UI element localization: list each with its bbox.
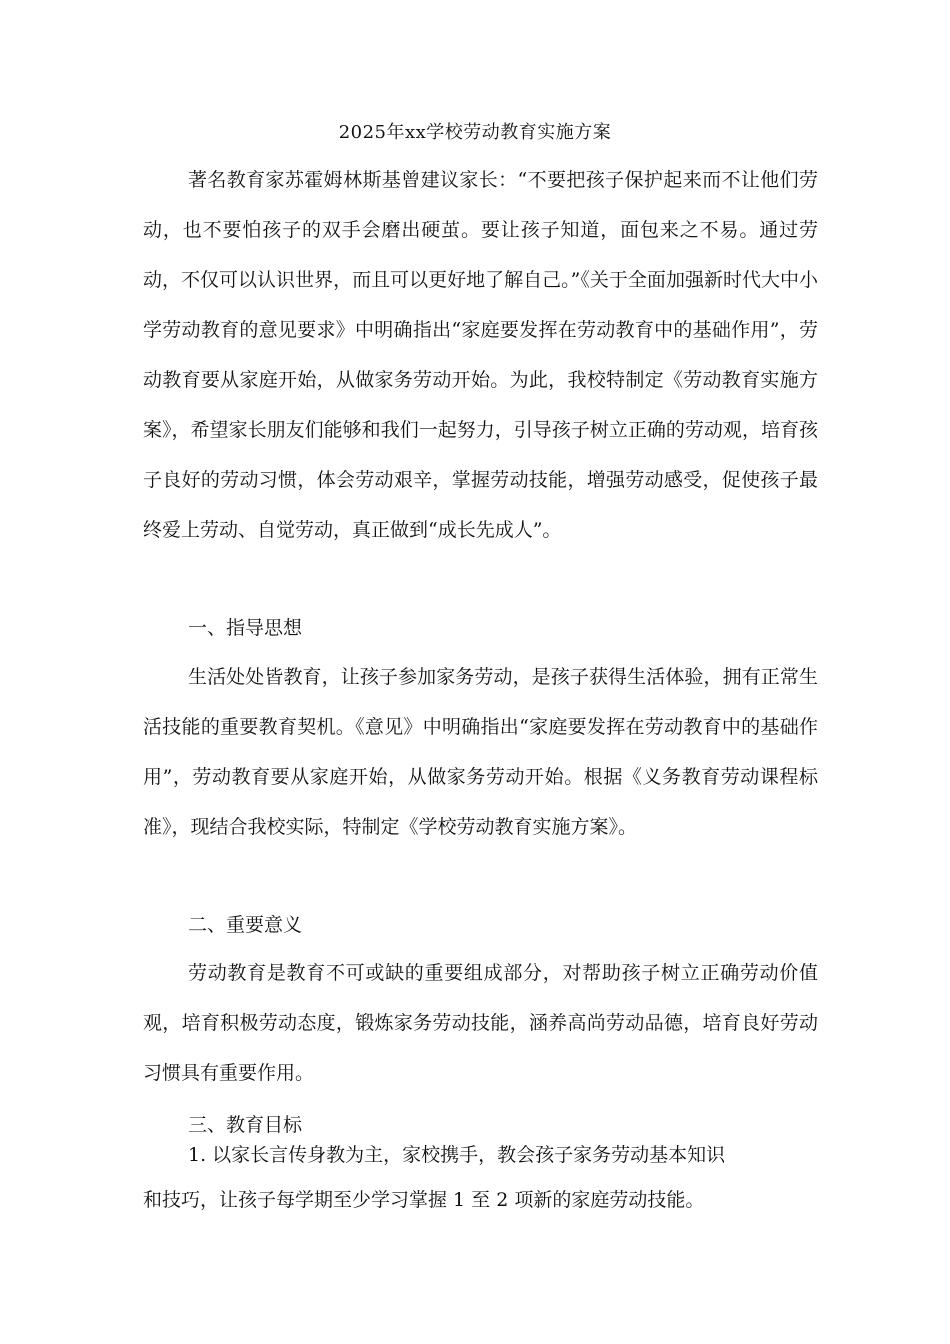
- document-title: 2025年xx学校劳动教育实施方案: [338, 122, 612, 143]
- intro-paragraph: 著名教育家苏霍姆林斯基曾建议家长：“不要把孩子保护起来而不让他们劳动，也不要怕孩子的双手会磨出硬茧。要让孩子知道，面包来之不易。通过劳动，不仅可以认识世界，而且可以更好地了解自己。”《关于全面加强新时代大中小学劳动教育的意见要求》中明确指出“家庭要发挥在劳动教育中的基础作用”，劳动教育要从家庭开始，从做家务劳动开始。为此，我校特制定《劳动教育实施方案》，希望家长朋友们能够和我们一起努力，引导孩子树立正确的劳动观，培育孩子良好的劳动习惯，体会劳动艰辛，掌握劳动技能，增强劳动感受，促使孩子最终爱上劳动、自觉劳动，真正做到“成长先成人”。: [143, 169, 818, 541]
- section-body-guiding-thought: 生活处处皆教育，让孩子参加家务劳动，是孩子获得生活体验，拥有正常生活技能的重要教育契机。《意见》中明确指出“家庭要发挥在劳动教育中的基础作用”，劳动教育要从家庭开始，从做家务劳动开始。根据《义务教育劳动课程标准》，现结合我校实际，特制定《学校劳动教育实施方案》。: [143, 666, 818, 838]
- goal-item-1-line-1: 1. 以家长言传身教为主，家校携手，教会孩子家务劳动基本知识: [188, 1144, 726, 1166]
- section-body-significance: 劳动教育是教育不可或缺的重要组成部分，对帮助孩子树立正确劳动价值观，培育积极劳动态度，锻炼家务劳动技能，涵养高尚劳动品德，培育良好劳动习惯具有重要作用。: [143, 962, 818, 1084]
- goal-item-1-line-2: 和技巧，让孩子每学期至少学习掌握 1 至 2 项新的家庭劳动技能。: [143, 1189, 705, 1211]
- section-heading-guiding-thought: 一、指导思想: [188, 617, 303, 639]
- section-heading-significance: 二、重要意义: [188, 914, 303, 936]
- section-heading-goals: 三、教育目标: [188, 1114, 303, 1136]
